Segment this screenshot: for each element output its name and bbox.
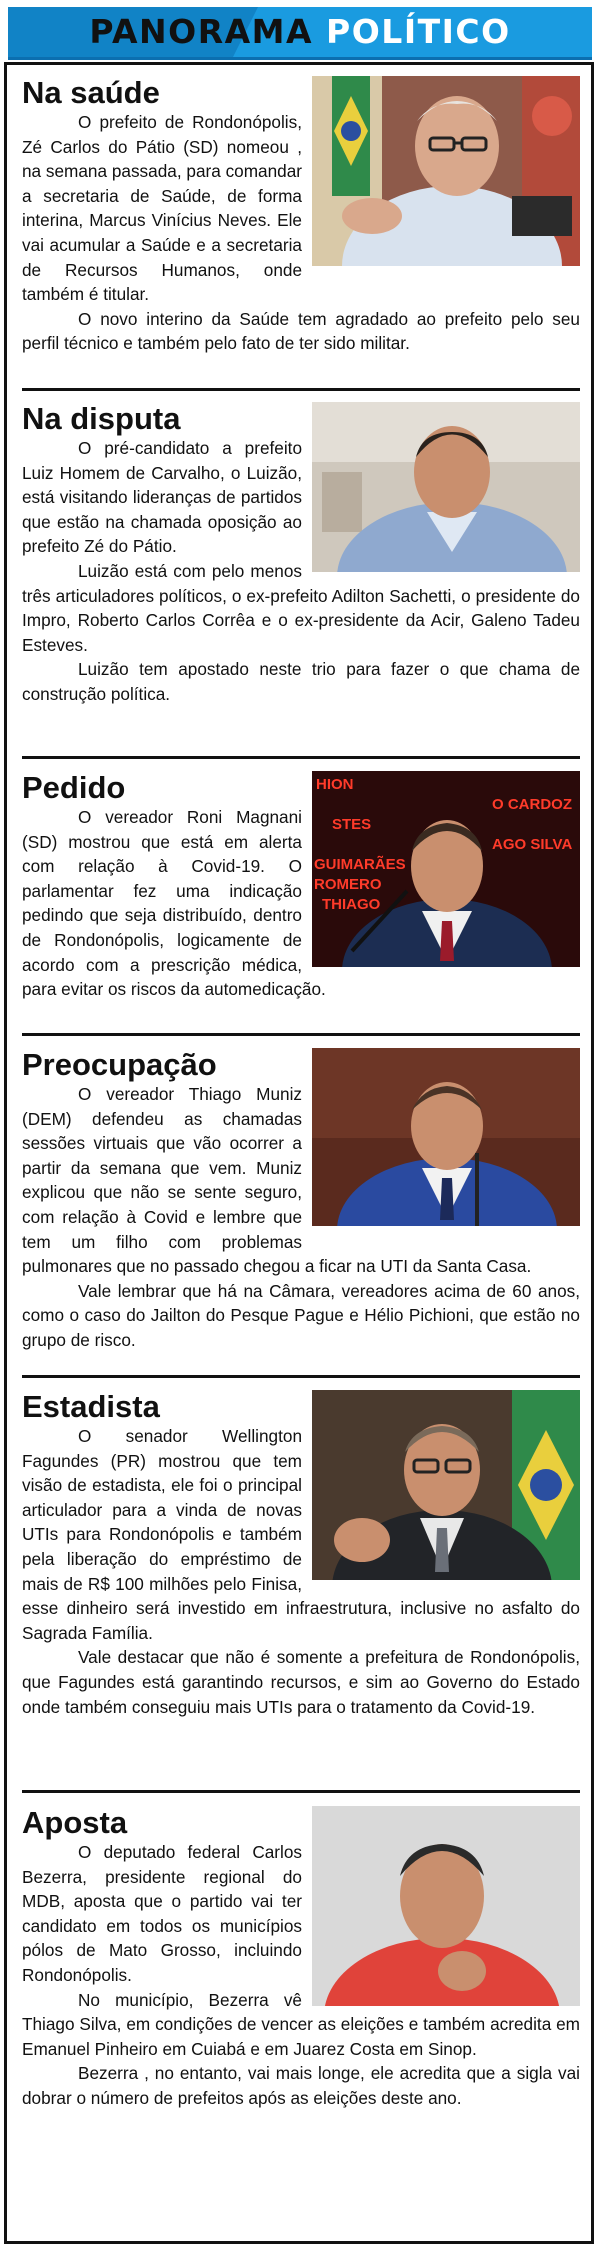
column-title [0, 7, 600, 57]
photo-vereador-thiago [312, 1048, 580, 1226]
section-na-disputa [22, 402, 580, 707]
section-estadista [22, 1390, 580, 1719]
paragraph: Luizão está com pelo menos três articuladores políticos, o ex-prefeito Adilton Sachetti, o presidente do Impro, Roberto Carlos Corrêa e o ex-presidente da Acir, Galeno Tadeu Esteves. [22, 560, 580, 655]
section-title: Na disputa [22, 401, 181, 436]
paragraph: O pré-candidato a prefeito Luiz Homem de Carvalho, o Luizão, está visitando lideranças de partidos que estão na chamada oposição ao prefeito Zé do Pátio. [22, 438, 302, 557]
paragraph: O novo interino da Saúde tem agradado ao prefeito pelo seu perfil técnico e também pelo fato de ter sido militar. [22, 308, 580, 354]
paragraph: Vale lembrar que há na Câmara, vereadores acima de 60 anos, como o caso do Jailton do Pesque Pague e Hélio Pichioni, que estão no grupo de risco. [22, 1280, 580, 1350]
paragraph: Vale destacar que não é somente a prefeitura de Rondonópolis, que Fagundes está garantindo recursos, e sim ao Governo do Estado onde também conseguiu mais UTIs para o tratamento da Covid-19. [22, 1647, 580, 1717]
photo-pre-candidato [312, 402, 580, 572]
paragraph: Bezerra , no entanto, vai mais longe, ele acredita que a sigla vai dobrar o número de prefeitos após as eleições deste ano. [22, 2063, 580, 2108]
section-divider [22, 1033, 580, 1036]
paragraph: O vereador Thiago Muniz (DEM) defendeu as chamadas sessões virtuais que vão ocorrer a partir da semana que vem. Muniz explicou que não se sente seguro, com relação à Covid e lembre que tem um filho com problemas pulmonares que no passado chegou a ficar na UTI da Santa Casa. [22, 1084, 532, 1277]
section-divider [22, 1790, 580, 1793]
photo-vereador-thiago-image [312, 1048, 580, 1226]
photo-prefeito [312, 76, 580, 266]
section-divider [22, 1375, 580, 1378]
section-title: Pedido [22, 770, 126, 805]
photo-deputado [312, 1806, 580, 2006]
section-title: Preocupação [22, 1047, 217, 1082]
board-line: STES [332, 816, 372, 833]
paragraph: O prefeito de Rondonópolis, Zé Carlos do Pátio (SD) nomeou , na semana passada, para comandar a secretaria de Saúde, de forma interina, Marcus Vinícius Neves. Ele vai acumular a Saúde e a secretaria de Recursos Humanos, onde também é titular. [22, 112, 302, 305]
paragraph: O deputado federal Carlos Bezerra, presidente regional do MDB, aposta que o partido vai ter candidato em todos os municípios pólos de Mato Grosso, incluindo Rondonópolis. [22, 1842, 302, 1985]
board-line: ROMERO [314, 876, 382, 893]
section-pedido [22, 771, 580, 1002]
board-line: GUIMARÃES [314, 856, 406, 873]
section-divider [22, 756, 580, 759]
column-title-word-1: PANORAMA [89, 12, 314, 51]
photo-senador-image [312, 1390, 580, 1580]
paragraph: Luizão tem apostado neste trio para fazer o que chama de construção política. [22, 659, 580, 704]
board-line: O CARDOZ [492, 796, 572, 813]
section-preocupacao [22, 1048, 580, 1353]
photo-deputado-image [312, 1806, 580, 2006]
paragraph: No município, Bezerra vê Thiago Silva, em condições de vencer as eleições e também acredita em Emanuel Pinheiro em Cuiabá e em Juarez Costa em Sinop. [22, 1989, 580, 2059]
photo-vereador-roni [312, 771, 580, 967]
section-title: Estadista [22, 1389, 160, 1424]
paragraph: O senador Wellington Fagundes (PR) mostrou que tem visão de estadista, ele foi o principal articulador para a vinda de novas UTIs para Rondonópolis e também pela liberação do empréstimo de mais de R$ 100 milhões pelo Finisa, esse dinheiro será investido em infraestrutura, inclusive no asfalto do Sagrada Família. [22, 1426, 580, 1643]
board-line: AGO SILVA [492, 836, 573, 853]
section-aposta [22, 1806, 580, 2111]
photo-pre-candidato-image [312, 402, 580, 572]
board-line: THIAGO [322, 896, 381, 913]
section-title: Na saúde [22, 75, 160, 110]
column-title-word-2: POLÍTICO [326, 12, 511, 51]
photo-prefeito-image [312, 76, 580, 266]
board-line: HION [316, 776, 354, 793]
section-title: Aposta [22, 1805, 128, 1840]
photo-vereador-roni-image [312, 771, 580, 967]
paragraph: O vereador Roni Magnani (SD) mostrou que está em alerta com relação à Covid-19. O parlamentar fez uma indicação pedindo que seja distribuído, dentro de Rondonópolis, logicamente de acordo com a prescrição médica, para evitar os riscos da automedicação. [22, 807, 326, 1000]
photo-senador [312, 1390, 580, 1580]
section-divider [22, 388, 580, 391]
section-na-saude [22, 76, 580, 356]
